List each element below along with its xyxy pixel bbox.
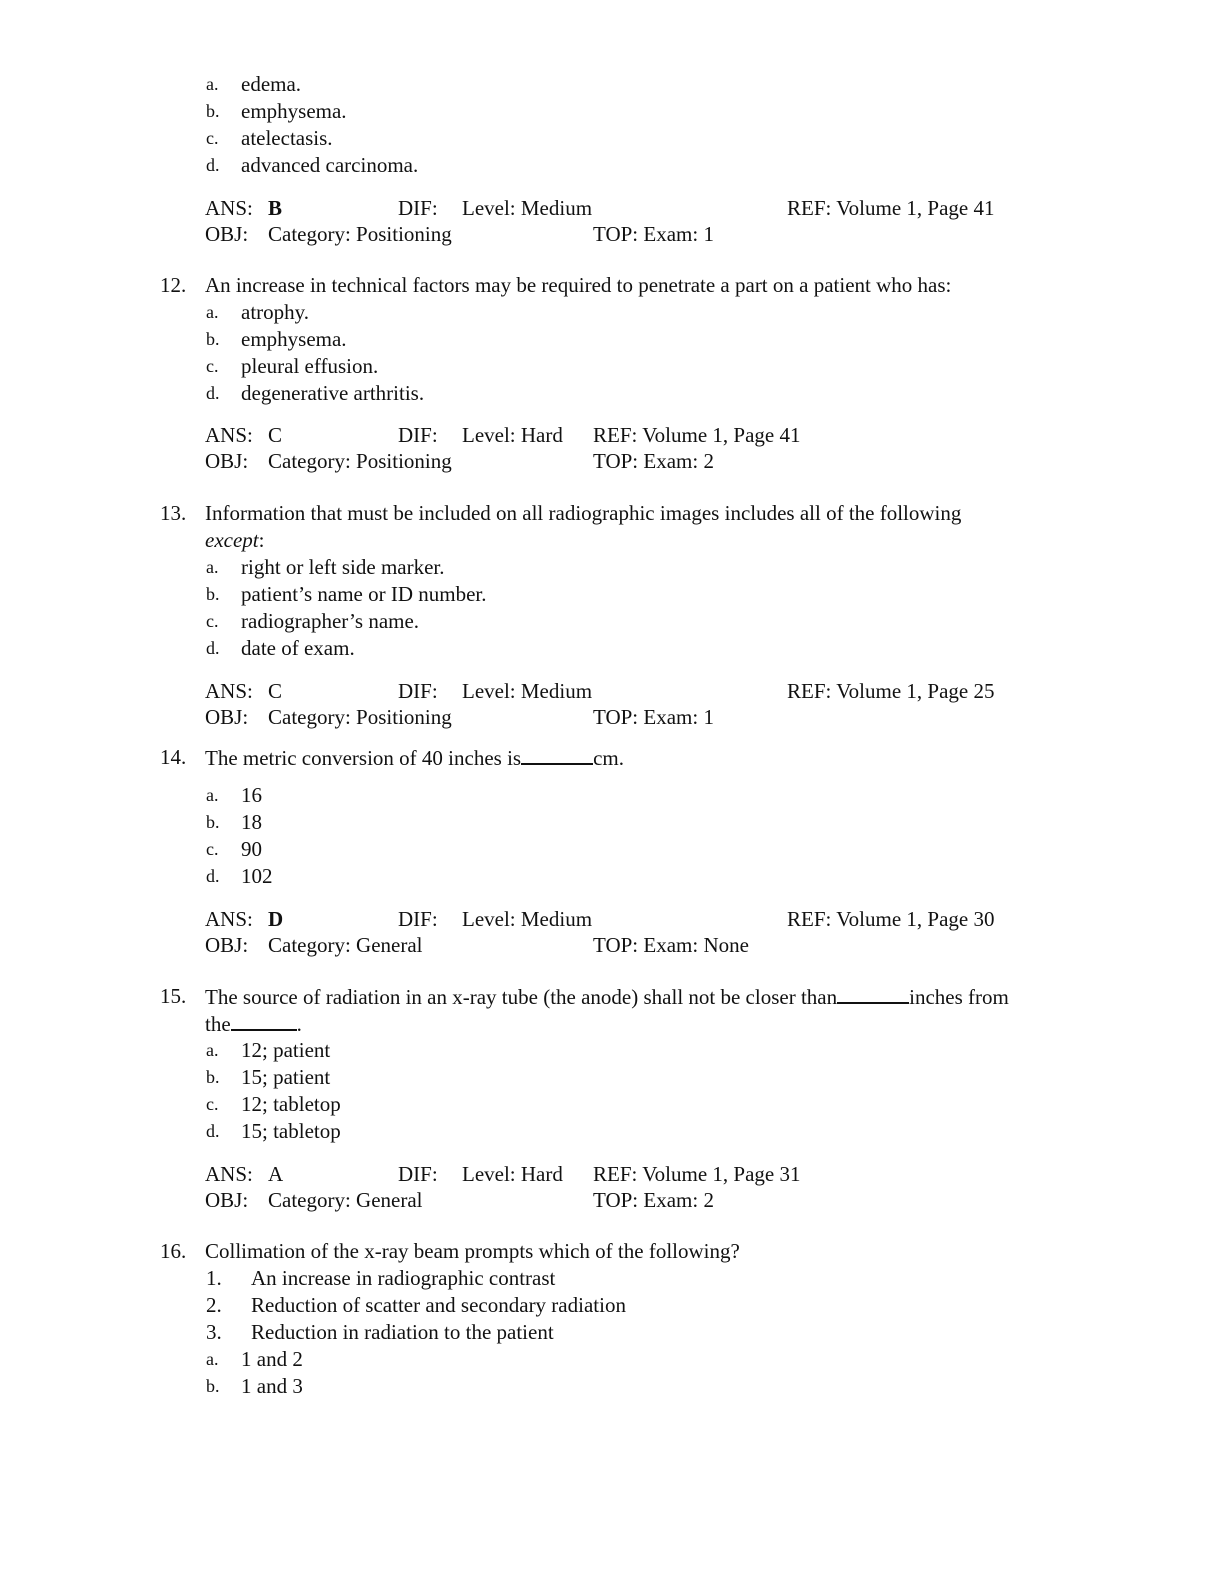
q12-ref: REF: Volume 1, Page 41 <box>593 423 801 447</box>
option-letter: d. <box>206 866 220 886</box>
option-letter: a. <box>206 74 219 94</box>
q12-ans-label: ANS: <box>205 423 253 447</box>
q12-text: An increase in technical factors may be required to penetrate a part on a patient who has: <box>205 273 952 297</box>
q12-obj-label: OBJ: <box>205 449 249 473</box>
q11-dif-value: Level: Medium <box>462 196 593 220</box>
q14-blank <box>521 744 593 765</box>
option-letter: d. <box>206 383 220 403</box>
option-text: 90 <box>241 837 262 861</box>
q15-top: TOP: Exam: 2 <box>593 1188 714 1212</box>
option-letter: b. <box>206 812 220 832</box>
option-letter: b. <box>206 1067 220 1087</box>
q15-obj-label: OBJ: <box>205 1188 249 1212</box>
option-text: 1 and 3 <box>241 1374 303 1398</box>
option-text: edema. <box>241 72 302 96</box>
option-text: degenerative arthritis. <box>241 381 425 405</box>
q13-obj-value: Category: Positioning <box>268 705 452 729</box>
q15-line2-before: the <box>205 1012 231 1036</box>
q16-text: Collimation of the x-ray beam prompts which of the following? <box>205 1239 740 1263</box>
option-text: emphysema. <box>241 327 347 351</box>
q11-top: TOP: Exam: 1 <box>593 222 714 246</box>
option-text: 12; tabletop <box>241 1092 341 1116</box>
q15-text-before: The source of radiation in an x-ray tube (the anode) shall not be closer than <box>205 985 838 1009</box>
option-text: 15; patient <box>241 1065 331 1089</box>
q14-obj-label: OBJ: <box>205 933 249 957</box>
option-letter: d. <box>206 1121 220 1141</box>
q13-obj-label: OBJ: <box>205 705 249 729</box>
q11-ans-label: ANS: <box>205 196 253 220</box>
option-letter: a. <box>206 557 219 577</box>
option-text: radiographer’s name. <box>241 609 420 633</box>
item-number: 1. <box>206 1266 222 1290</box>
q15-ref: REF: Volume 1, Page 31 <box>593 1162 801 1186</box>
q13-ans-label: ANS: <box>205 679 253 703</box>
option-letter: b. <box>206 329 220 349</box>
q13-top: TOP: Exam: 1 <box>593 705 714 729</box>
option-text: 18 <box>241 810 262 834</box>
option-text: patient’s name or ID number. <box>241 582 487 606</box>
q11-ans-value: B <box>268 196 283 220</box>
q15-dif-label: DIF: <box>398 1162 438 1186</box>
q13-ans-value: C <box>268 679 283 703</box>
q15-obj-value: Category: General <box>268 1188 423 1212</box>
q12-ans-value: C <box>268 423 283 447</box>
q13-text: Information that must be included on all radiographic images includes all of the following <box>205 501 962 525</box>
option-letter: a. <box>206 1040 219 1060</box>
item-text: Reduction of scatter and secondary radiation <box>251 1293 626 1317</box>
option-text: 102 <box>241 864 273 888</box>
q13-dif-value: Level: Medium <box>462 679 593 703</box>
option-text: date of exam. <box>241 636 355 660</box>
q15-blank-1 <box>837 983 909 1004</box>
option-letter: c. <box>206 611 219 631</box>
q11-obj-value: Category: Positioning <box>268 222 452 246</box>
q14-text-before: The metric conversion of 40 inches is <box>205 746 522 770</box>
option-letter: c. <box>206 839 219 859</box>
option-letter: a. <box>206 785 219 805</box>
q13-text-line2 <box>205 527 264 554</box>
q11-obj-label: OBJ: <box>205 222 249 246</box>
q15-text-line2 <box>205 1010 302 1037</box>
q13-colon: : <box>258 528 265 552</box>
q14-obj-value: Category: General <box>268 933 423 957</box>
option-letter: a. <box>206 1349 219 1369</box>
option-text: atrophy. <box>241 300 310 324</box>
q12-number: 12. <box>160 273 187 297</box>
q13-dif-label: DIF: <box>398 679 438 703</box>
q14-ans-label: ANS: <box>205 907 253 931</box>
option-text: emphysema. <box>241 99 347 123</box>
q14-dif-label: DIF: <box>398 907 438 931</box>
option-text: pleural effusion. <box>241 354 379 378</box>
q12-obj-value: Category: Positioning <box>268 449 452 473</box>
item-text: Reduction in radiation to the patient <box>251 1320 554 1344</box>
q15-text <box>205 983 1009 1010</box>
q12-dif-label: DIF: <box>398 423 438 447</box>
q15-text-after: inches from <box>909 985 1009 1009</box>
q12-top: TOP: Exam: 2 <box>593 449 714 473</box>
q14-number: 14. <box>160 745 187 769</box>
q15-ans-label: ANS: <box>205 1162 253 1186</box>
item-number: 3. <box>206 1320 222 1344</box>
option-letter: a. <box>206 302 219 322</box>
q14-ans-value: D <box>268 907 284 931</box>
item-text: An increase in radiographic contrast <box>251 1266 556 1290</box>
option-text: 1 and 2 <box>241 1347 303 1371</box>
q14-text-after: cm. <box>593 746 624 770</box>
q14-text <box>205 744 624 771</box>
option-letter: c. <box>206 356 219 376</box>
q13-except: except <box>205 528 259 552</box>
option-text: right or left side marker. <box>241 555 445 579</box>
q15-blank-2 <box>231 1010 297 1031</box>
q11-dif-label: DIF: <box>398 196 438 220</box>
option-letter: b. <box>206 1376 220 1396</box>
option-letter: d. <box>206 638 220 658</box>
option-text: 12; patient <box>241 1038 331 1062</box>
option-letter: d. <box>206 155 220 175</box>
q13-number: 13. <box>160 501 187 525</box>
q15-dif-value: Level: Hard <box>462 1162 563 1186</box>
q12-dif-value: Level: Hard <box>462 423 563 447</box>
q14-top: TOP: Exam: None <box>593 933 749 957</box>
option-text: 15; tabletop <box>241 1119 341 1143</box>
q14-dif-value: Level: Medium <box>462 907 593 931</box>
option-letter: c. <box>206 128 219 148</box>
option-text: 16 <box>241 783 262 807</box>
q15-ans-value: A <box>268 1162 284 1186</box>
q13-ref: REF: Volume 1, Page 25 <box>787 679 995 703</box>
q16-number: 16. <box>160 1239 187 1263</box>
option-text: atelectasis. <box>241 126 333 150</box>
item-number: 2. <box>206 1293 222 1317</box>
option-letter: b. <box>206 101 220 121</box>
q14-ref: REF: Volume 1, Page 30 <box>787 907 995 931</box>
q11-ref: REF: Volume 1, Page 41 <box>787 196 995 220</box>
q15-line2-after: . <box>296 1012 302 1036</box>
option-letter: b. <box>206 584 220 604</box>
q15-number: 15. <box>160 984 187 1008</box>
option-letter: c. <box>206 1094 219 1114</box>
option-text: advanced carcinoma. <box>241 153 419 177</box>
